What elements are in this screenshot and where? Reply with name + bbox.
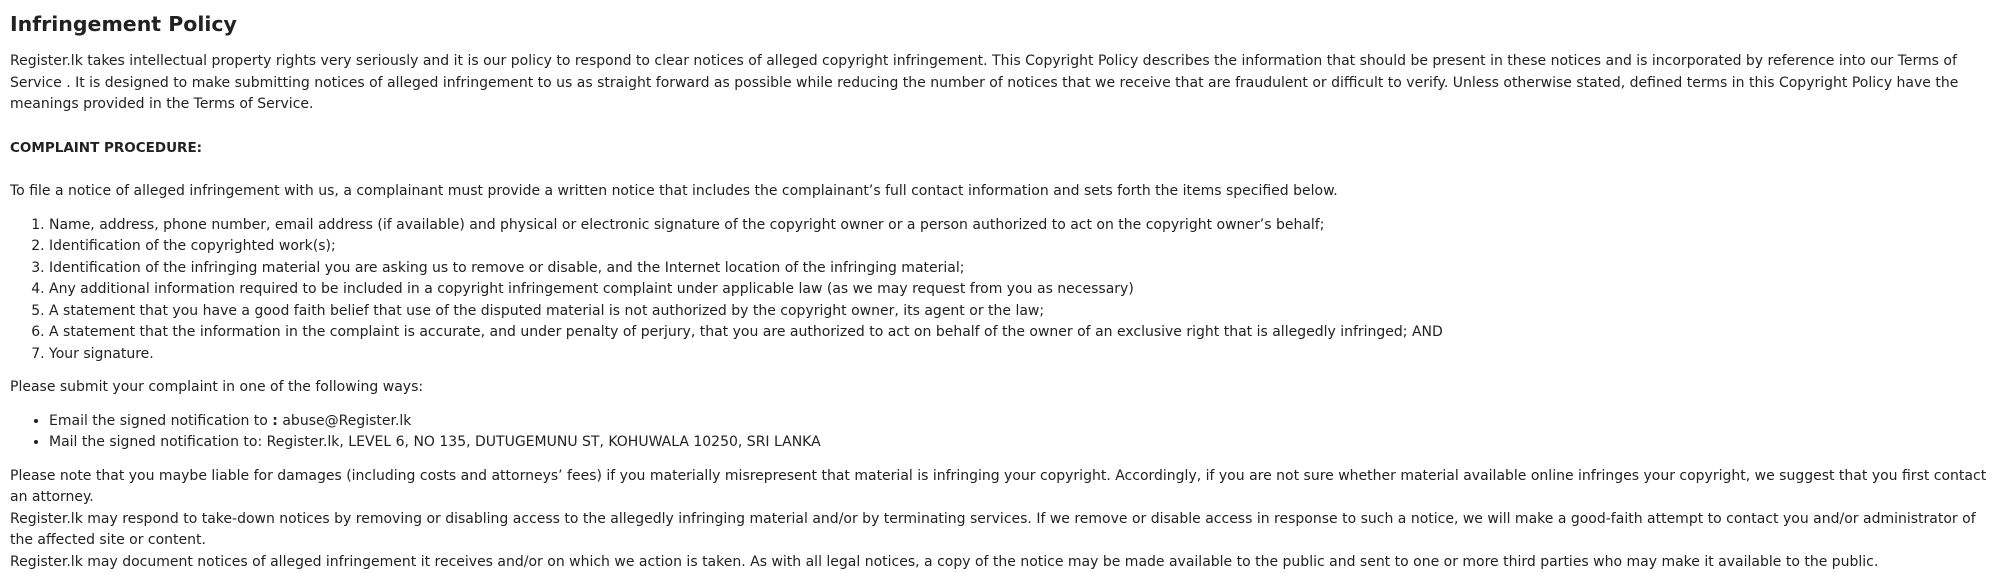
list-item: 2. Identification of the copyrighted work(s); <box>49 236 1990 258</box>
intro-paragraph: Register.lk takes intellectual property rights very seriously and it is our policy to respond to clear notices of alleged copyright infringement. This Copyright Policy describes the information that should be present in these notices and is incorporated by reference into our Terms of Service . It is designed to make submitting notices of alleged infringement to us as straight forward as possible while reducing the number of notices that we receive that are fraudulent or difficult to verify. Unless otherwise stated, defined terms in this Copyright Policy have the meanings provided in the Terms of Service. <box>10 51 1990 116</box>
liability-note: Please note that you maybe liable for damages (including costs and attorneys’ fees) if you materially misrepresent that material is infringing your copyright. Accordingly, if you are not sure whether material available online infringes your copyright, we suggest that you first contact an attorney. <box>10 466 1990 509</box>
file-notice-paragraph: To file a notice of alleged infringement with us, a complainant must provide a written notice that includes the complainant’s full contact information and sets forth the items specified below. <box>10 181 1990 203</box>
abuse-email-link[interactable]: abuse@Register.lk <box>278 413 412 429</box>
list-item: 1. Name, address, phone number, email address (if available) and physical or electronic signature of the copyright owner or a person authorized to act on the copyright owner’s behalf; <box>49 215 1990 237</box>
email-colon: : <box>272 413 278 429</box>
submit-instructions: Please submit your complaint in one of the following ways: <box>10 377 1990 399</box>
complaint-procedure-heading: COMPLAINT PROCEDURE: <box>10 138 1990 160</box>
list-item: 4. Any additional information required to be included in a copyright infringement complaint under applicable law (as we may request from you as necessary) <box>49 279 1990 301</box>
submit-methods-list <box>10 411 1990 454</box>
list-item: 6. A statement that the information in the complaint is accurate, and under penalty of perjury, that you are authorized to act on behalf of the owner of an exclusive right that is allegedly infringed; AND <box>49 322 1990 344</box>
takedown-note: Register.lk may respond to take-down notices by removing or disabling access to the allegedly infringing material and/or by terminating services. If we remove or disable access in response to such a notice, we will make a good-faith attempt to contact you and/or administrator of the affected site or content. <box>10 509 1990 552</box>
email-method-item <box>49 411 1990 433</box>
list-item: 3. Identification of the infringing material you are asking us to remove or disable, and the Internet location of the infringing material; <box>49 258 1990 280</box>
mail-method-item: • Mail the signed notification to: Register.lk, LEVEL 6, NO 135, DUTUGEMUNU ST, KOHUWALA 10250, SRI LANKA <box>49 432 1990 454</box>
closing-notes <box>10 466 1990 573</box>
email-prefix: Email the signed notification to <box>49 413 272 429</box>
list-item: 7. Your signature. <box>49 344 1990 366</box>
requirements-list <box>10 215 1990 366</box>
documentation-note: Register.lk may document notices of alleged infringement it receives and/or on which we action is taken. As with all legal notices, a copy of the notice may be made available to the public and sent to one or more third parties who may make it available to the public. <box>10 552 1990 573</box>
list-item: 5. A statement that you have a good faith belief that use of the disputed material is not authorized by the copyright owner, its agent or the law; <box>49 301 1990 323</box>
page-title: Infringement Policy <box>10 10 1990 38</box>
